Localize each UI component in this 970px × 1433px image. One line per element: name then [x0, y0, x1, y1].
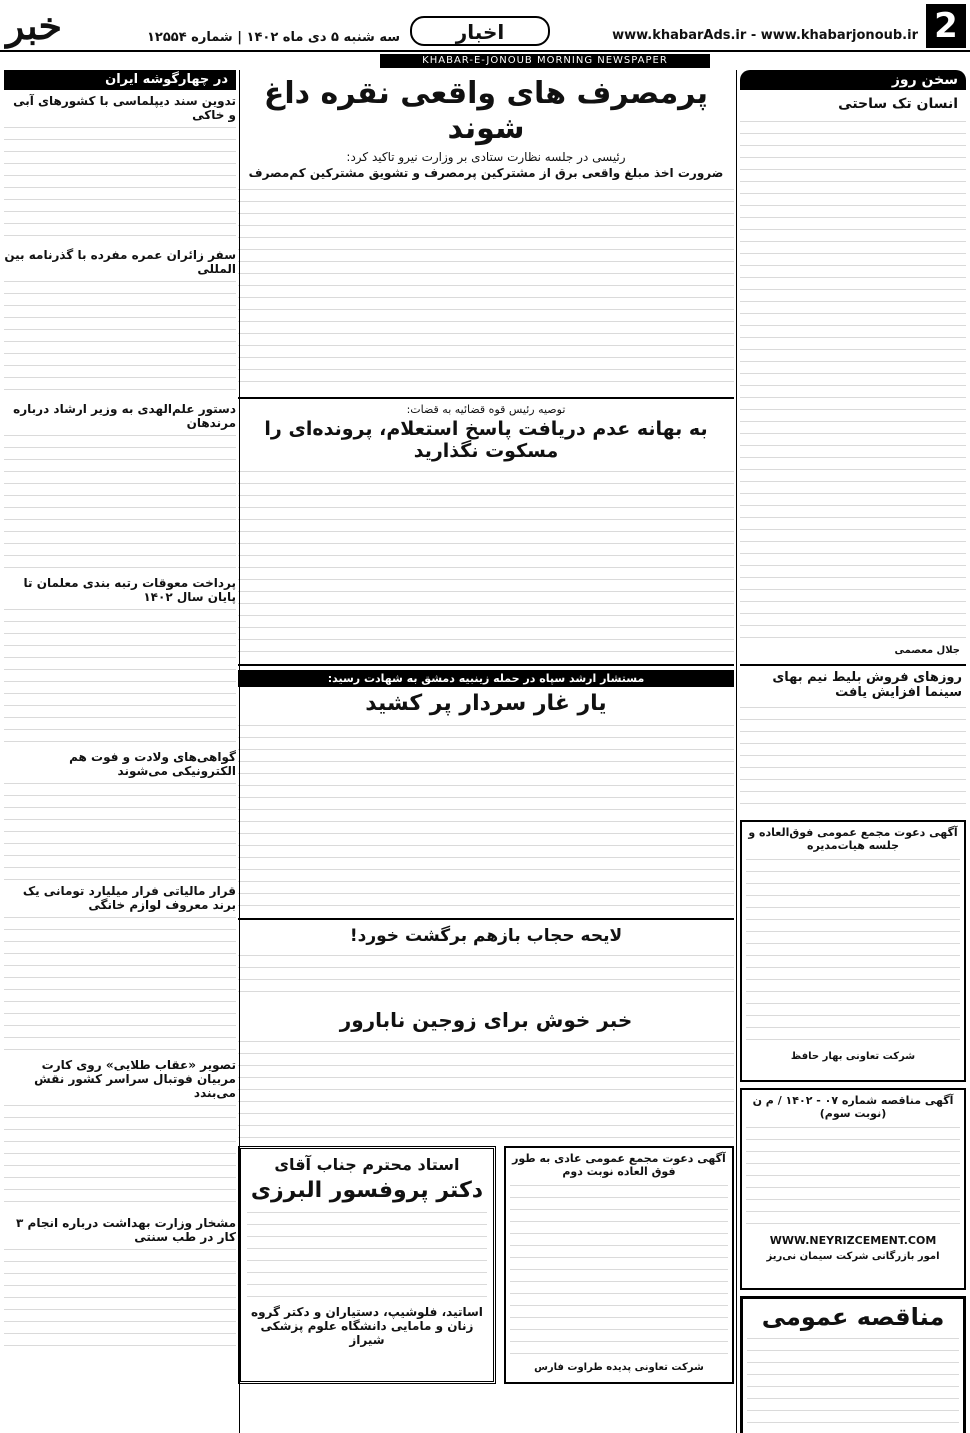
- left-item-4: پرداخت معوقات رتبه بندی معلمان تا پایان سال ۱۴۰۲: [23, 576, 236, 604]
- left-item-3-body: [4, 432, 236, 572]
- left-item-6: قرار مالیاتی فرار میلیارد تومانی یک برند معروف لوازم خانگی: [22, 884, 236, 912]
- notice1-sub: شرکت تعاونی بهار حافظ: [790, 1051, 916, 1062]
- notice1-title: آگهی دعوت مجمع عمومی فوق‌العاده و جلسه هیات‌مدیره: [748, 826, 958, 852]
- main-body: [238, 186, 734, 391]
- col-rule-right: [736, 70, 737, 1433]
- story5-headline: خبر خوش برای زوجین نابارور: [339, 1008, 633, 1032]
- bottom-ad: [504, 1146, 734, 1384]
- column-body-text: [740, 118, 966, 643]
- condolence-line1: استاد محترم جناب آقای: [274, 1155, 460, 1174]
- column-title: انسان تک ساحتی: [838, 96, 958, 112]
- page-number: 2: [926, 4, 966, 48]
- column-body: [740, 118, 966, 643]
- tender-title: مناقصه عمومی: [761, 1303, 945, 1331]
- left-item-7: تصویر «عقاب طلایی» روی کارت مربیان فوتبال سراسر کشور نقش می‌بندد: [34, 1058, 236, 1100]
- left-item-4-body: [4, 606, 236, 746]
- notice1: [740, 820, 966, 1082]
- english-bar: KHABAR-E-JONOUB MORNING NEWSPAPER: [380, 54, 710, 68]
- left-banner: در چهارگوشه ایران: [4, 70, 236, 90]
- site-url[interactable]: www.khabarAds.ir - www.khabarjonoub.ir: [612, 28, 918, 43]
- notice2-url[interactable]: WWW.NEYRIZCEMENT.COM: [769, 1234, 937, 1247]
- col-rule-left: [239, 70, 240, 1433]
- left-item-5-body: [4, 780, 236, 880]
- section-label: اخبار: [410, 16, 550, 46]
- story3-kicker: مستشار ارشد سپاه در حمله زینبیه دمشق به شهادت رسید:: [238, 670, 734, 687]
- story4-body: [238, 952, 734, 1002]
- left-item-2-body: [4, 278, 236, 398]
- middle-column: [238, 70, 734, 1433]
- tender-body: [747, 1335, 959, 1433]
- main-kicker: رئیسی در جلسه نظارت ستادی بر وزارت نیرو تاکید کرد:: [346, 150, 626, 164]
- condolence-footer: اساتید، فلوشیپ، دستیاران و دکتر گروه زنان و مامایی دانشگاه علوم پزشکی شیراز: [250, 1305, 483, 1347]
- left-item-6-body: [4, 914, 236, 1054]
- left-item-8: مشخار وزارت بهداشت درباره انجام ۳ کار در طب سنتی: [16, 1216, 236, 1244]
- story3-body: [238, 722, 734, 912]
- bottom-ad-title: آگهی دعوت مجمع عمومی عادی به طور فوق العاده نوبت دوم: [512, 1152, 726, 1178]
- right-column: [740, 70, 966, 1433]
- story3-headline: یار غار سردار پر کشید: [365, 691, 607, 716]
- notice2-body: [746, 1124, 960, 1234]
- story2-kicker: توصیه رئیس قوه قضائیه به قضات:: [406, 403, 566, 416]
- column-author: جلال معصمی: [894, 645, 960, 656]
- left-item-8-body: [4, 1246, 236, 1356]
- left-item-1-body: [4, 124, 236, 244]
- condolence-box: [238, 1146, 496, 1384]
- story2-body: [238, 468, 734, 658]
- cinema-headline: روزهای فروش بلیط نیم بهای سینما افزایش یافت: [772, 670, 962, 700]
- bottom-ad-footer: شرکت تعاونی پدیده طراوت فارس: [534, 1362, 704, 1373]
- dateline: سه شنبه ۵ دی ماه ۱۴۰۲ | شماره ۱۲۵۵۴: [146, 30, 400, 45]
- notice1-body: [746, 856, 960, 1051]
- newspaper-logo: خبر: [6, 3, 62, 48]
- notice2-footer: امور بازرگانی شرکت سیمان نی‌ریز: [766, 1251, 940, 1262]
- story2-headline: به بهانه عدم دریافت پاسخ استعلام، پرونده‌ای را مسکوت نگذارید: [264, 418, 708, 462]
- sokhan-rooz-banner: سخن روز: [740, 70, 966, 90]
- left-item-2: سفر زائران عمره مفرده با گذرنامه بین المللی: [4, 248, 236, 276]
- left-column: [4, 70, 236, 1433]
- bottom-ad-body: [510, 1182, 728, 1362]
- cinema-body-text: [740, 704, 966, 814]
- left-item-5: گواهی‌های ولادت و فوت هم الکترونیکی می‌شوند: [69, 750, 236, 778]
- story5-body: [238, 1038, 734, 1138]
- left-item-7-body: [4, 1102, 236, 1212]
- condolence-body: [247, 1209, 487, 1299]
- cinema-body: [740, 704, 966, 814]
- main-headline: پرمصرف های واقعی نقره داغ شوند: [263, 76, 709, 146]
- condolence-line2: دکتر پروفسور البرزی: [250, 1178, 484, 1203]
- tender-box: [740, 1296, 966, 1433]
- main-subhead: ضرورت اخذ مبلغ واقعی برق از مشترکین پرمصرف و تشویق مشترکین کم‌مصرف: [248, 166, 724, 180]
- left-item-1: تدوین سند دیپلماسی با کشورهای آبی و خاکی: [13, 94, 236, 122]
- notice2: [740, 1088, 966, 1290]
- left-item-3: دستور علم‌الهدی به وزیر ارشاد درباره مرندهان: [13, 402, 236, 430]
- notice2-title: آگهی مناقصه شماره ۰۷ - ۱۴۰۲ / م ن (نوبت سوم): [752, 1094, 954, 1120]
- story4-headline: لایحه حجاب بازهم برگشت خورد!: [349, 926, 623, 946]
